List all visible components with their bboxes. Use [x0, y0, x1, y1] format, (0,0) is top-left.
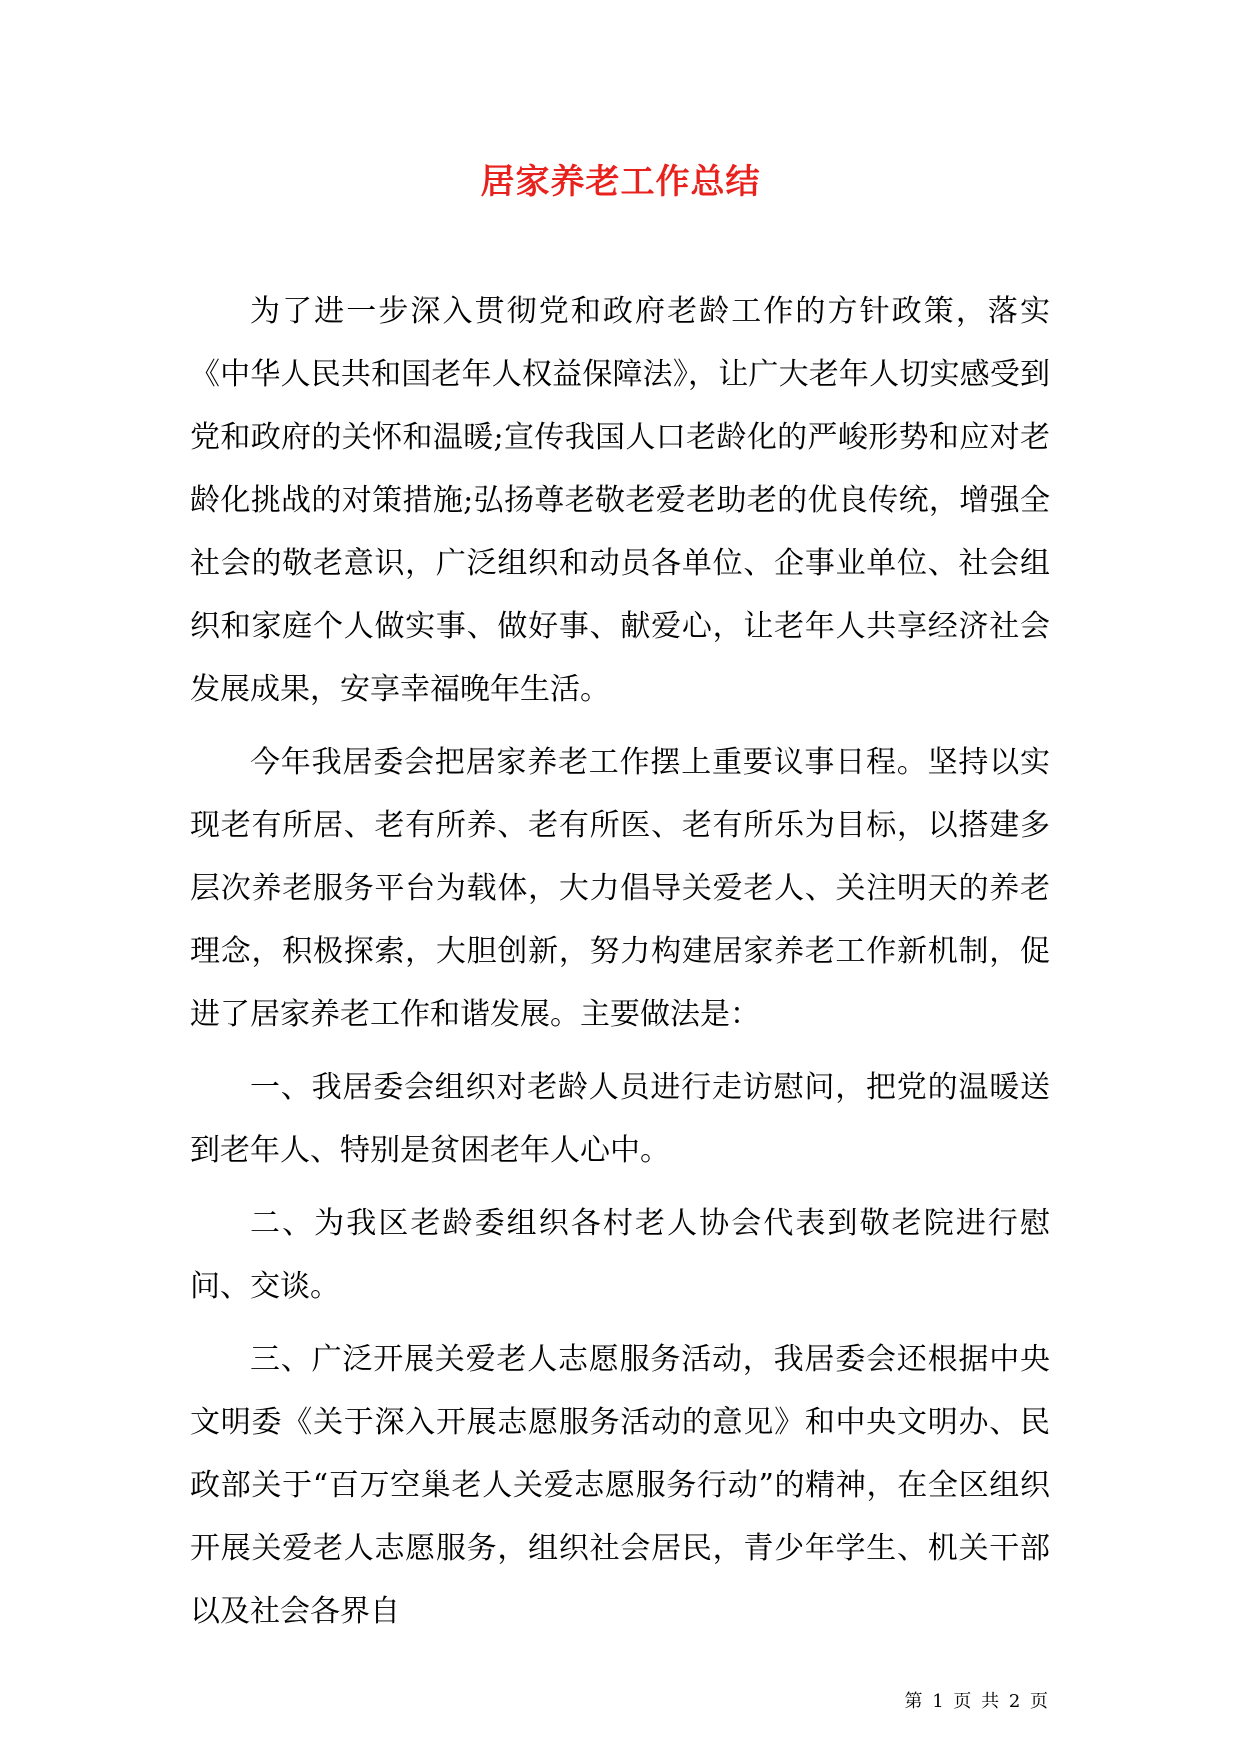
paragraph-2: 今年我居委会把居家养老工作摆上重要议事日程。坚持以实现老有所居、老有所养、老有所医、老有所乐为目标，以搭建多层次养老服务平台为载体，大力倡导关爱老人、关注明天的养老理念，积极探索，大胆创新，努力构建居家养老工作新机制，促进了居家养老工作和谐发展。主要做法是：	[190, 745, 1050, 1032]
paragraph-1: 为了进一步深入贯彻党和政府老龄工作的方针政策，落实《中华人民共和国老年人权益保障法》，让广大老年人切实感受到党和政府的关怀和温暖;宣传我国人口老龄化的严峻形势和应对老龄化挑战的对策措施;弘扬尊老敬老爱老助老的优良传统，增强全社会的敬老意识，广泛组织和动员各单位、企事业单位、社会组织和家庭个人做实事、做好事、献爱心，让老年人共享经济社会发展成果，安享幸福晚年生活。	[190, 294, 1050, 707]
document-body	[190, 280, 1050, 1653]
page-number-footer: 第 1 页 共 2 页	[904, 1691, 1050, 1712]
paragraph-3: 一、我居委会组织对老龄人员进行走访慰问，把党的温暖送到老年人、特别是贫困老年人心中。	[190, 1070, 1050, 1168]
document-title: 居家养老工作总结	[480, 162, 761, 202]
paragraph-4: 二、为我区老龄委组织各村老人协会代表到敬老院进行慰问、交谈。	[190, 1206, 1050, 1304]
paragraph-5: 三、广泛开展关爱老人志愿服务活动，我居委会还根据中央文明委《关于深入开展志愿服务活动的意见》和中央文明办、民政部关于“百万空巢老人关爱志愿服务行动”的精神，在全区组织开展关爱老人志愿服务，组织社会居民，青少年学生、机关干部以及社会各界自	[190, 1342, 1050, 1629]
